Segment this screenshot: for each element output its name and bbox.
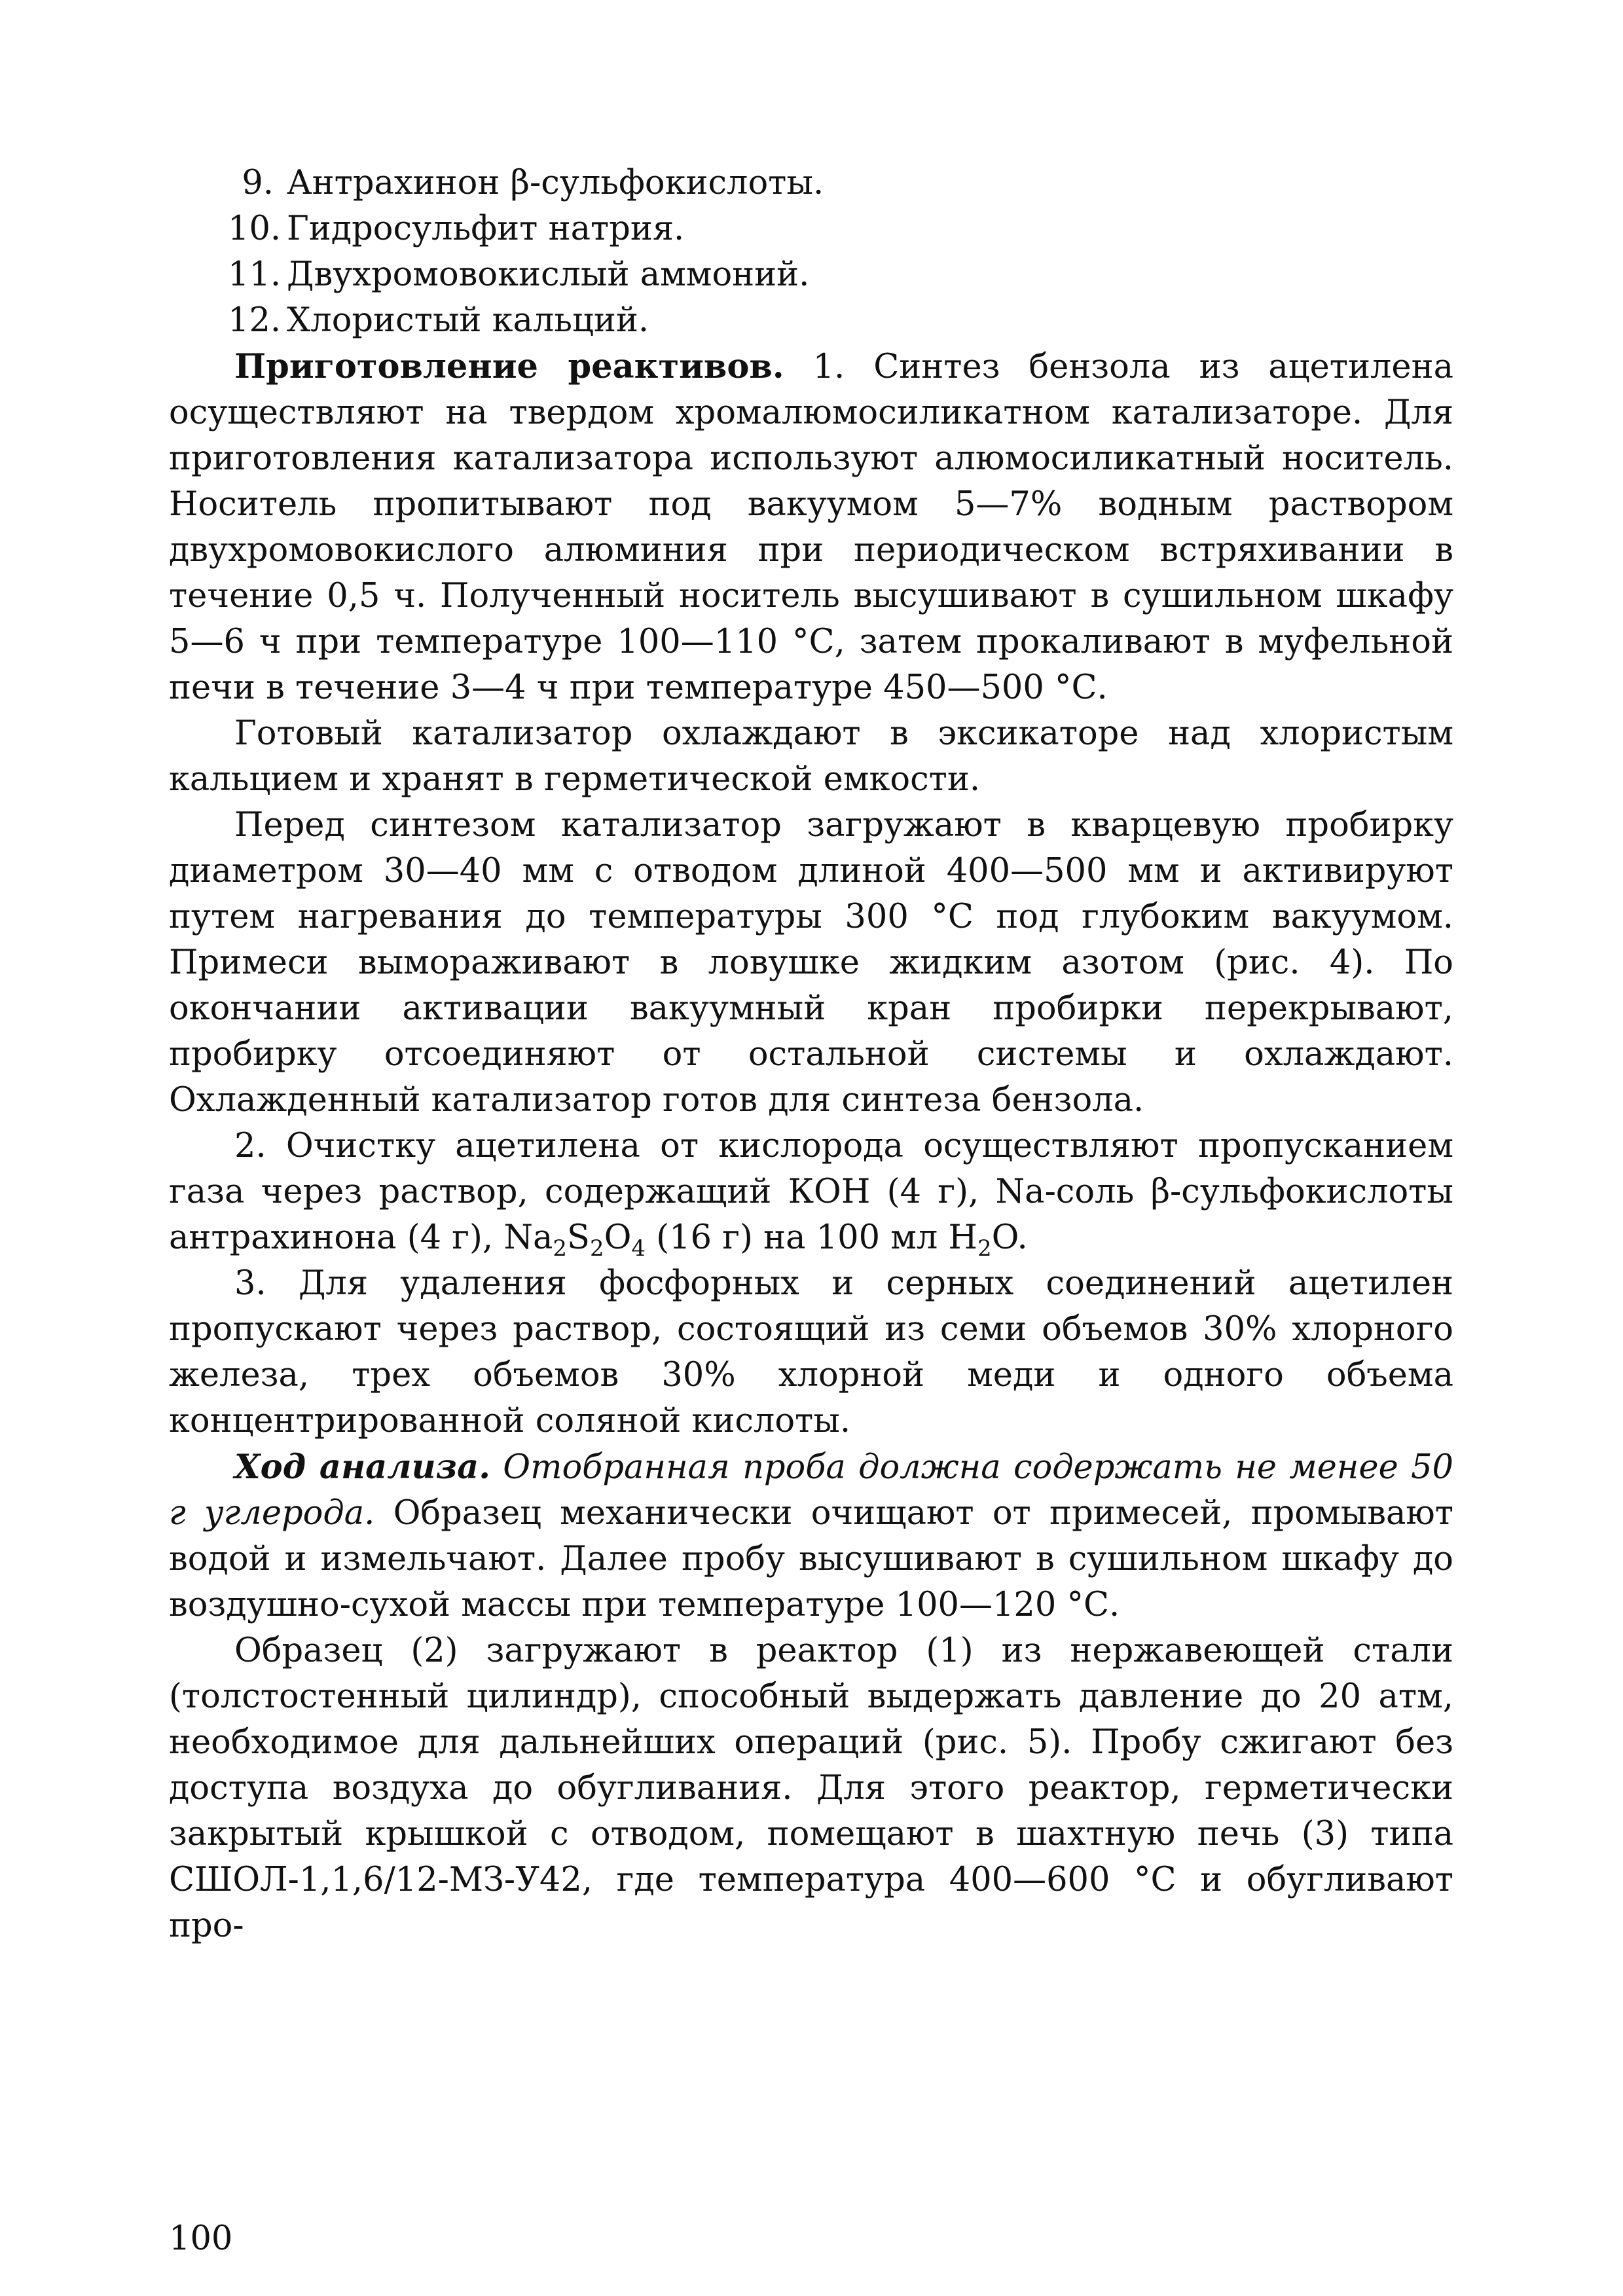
list-text: Гидросульфит натрия.: [287, 210, 685, 248]
list-number: 12.: [228, 301, 282, 340]
paragraph-text: O: [604, 1218, 632, 1257]
section-heading-analysis: Ход анализа.: [234, 1448, 490, 1487]
page-number: 100: [169, 2219, 233, 2258]
paragraph-text: (16 г) на 100 мл H: [646, 1218, 978, 1257]
list-text: Антрахинон β-сульфокислоты.: [287, 164, 824, 202]
page-text: [169, 160, 1453, 1949]
list-item: [169, 252, 1453, 298]
subscript: 2: [553, 1235, 567, 1262]
list-number: 10.: [228, 210, 282, 248]
paragraph-italic-text: Отобранная проба должна содержать не менее 50 г углерода.: [169, 1448, 1453, 1533]
prep-paragraph-5: 3. Для удаления фосфорных и серных соединений ацетилен пропускают через раствор, состоящий из семи объемов 30% хлорного железа, трех объемов 30% хлорной меди и одного объема концентрированной соляной кислоты.: [169, 1264, 1453, 1440]
list-number: 11.: [228, 255, 282, 294]
paragraph-text: O.: [991, 1218, 1028, 1257]
list-item: [169, 206, 1453, 252]
prep-paragraph-1: [169, 344, 1453, 711]
prep-paragraph-4: [169, 1123, 1453, 1261]
analysis-paragraph-2: Образец (2) загружают в реактор (1) из нержавеющей стали (толстостенный цилиндр), способный выдержать давление до 20 атм, необходимое для дальнейших операций (рис. 5). Пробу сжигают без доступа воздуха до обугливания. Для этого реактор, герметически закрытый крышкой с отводом, помещают в шахтную печь (3) типа СШОЛ-1,1,6/12-МЗ-У42, где температура 400—600 °С и обугливают про-: [169, 1631, 1453, 1945]
list-text: Хлористый кальций.: [287, 301, 649, 340]
prep-paragraph-3: Перед синтезом катализатор загружают в кварцевую пробирку диаметром 30—40 мм с отводом длиной 400—500 мм и активируют путем нагревания до температуры 300 °С под глубоким вакуумом. Примеси вымораживают в ловушке жидким азотом (рис. 4). По окончании активации вакуумный кран пробирки перекрывают, пробирку отсоединяют от остальной системы и охлаждают. Охлажденный катализатор готов для синтеза бензола.: [169, 806, 1453, 1120]
prep-paragraph-2: Готовый катализатор охлаждают в эксикаторе над хлористым кальцием и хранят в герметической емкости.: [169, 714, 1453, 799]
paragraph-text: 1. Синтез бензола из ацетилена осуществляют на твердом хромалюмосиликатном катализаторе. Для приготовления катализатора используют алюмосиликатный носитель. Носитель пропитывают под вакуумом 5—7% водным раствором двухромовокислого алюминия при периодическом встряхивании в течение 0,5 ч. Полученный носитель высушивают в сушильном шкафу 5—6 ч при температуре 100—110 °С, затем прокаливают в муфельной печи в течение 3—4 ч при температуре 450—500 °С.: [169, 348, 1453, 707]
subscript: 2: [589, 1235, 604, 1262]
section-heading-preparation: Приготовление реактивов.: [234, 347, 784, 386]
list-item: [169, 160, 1453, 206]
list-text: Двухромовокислый аммоний.: [287, 255, 810, 294]
list-number: 9.: [242, 164, 274, 202]
subscript: 4: [631, 1235, 646, 1262]
paragraph-text: Образец механически очищают от примесей, промывают водой и измельчают. Далее пробу высушивают в сушильном шкафу до воздушно-сухой массы при температуре 100—120 °С.: [169, 1494, 1453, 1624]
subscript: 2: [977, 1235, 992, 1262]
paragraph-text: 2. Очистку ацетилена от кислорода осуществляют пропусканием газа через раствор, содержащий КОН (4 г), Na-соль β-сульфокислоты антрахинона (4 г), Na: [169, 1127, 1453, 1257]
analysis-paragraph-1: [169, 1444, 1453, 1628]
paragraph-text: S: [567, 1218, 590, 1257]
list-item: [169, 298, 1453, 344]
